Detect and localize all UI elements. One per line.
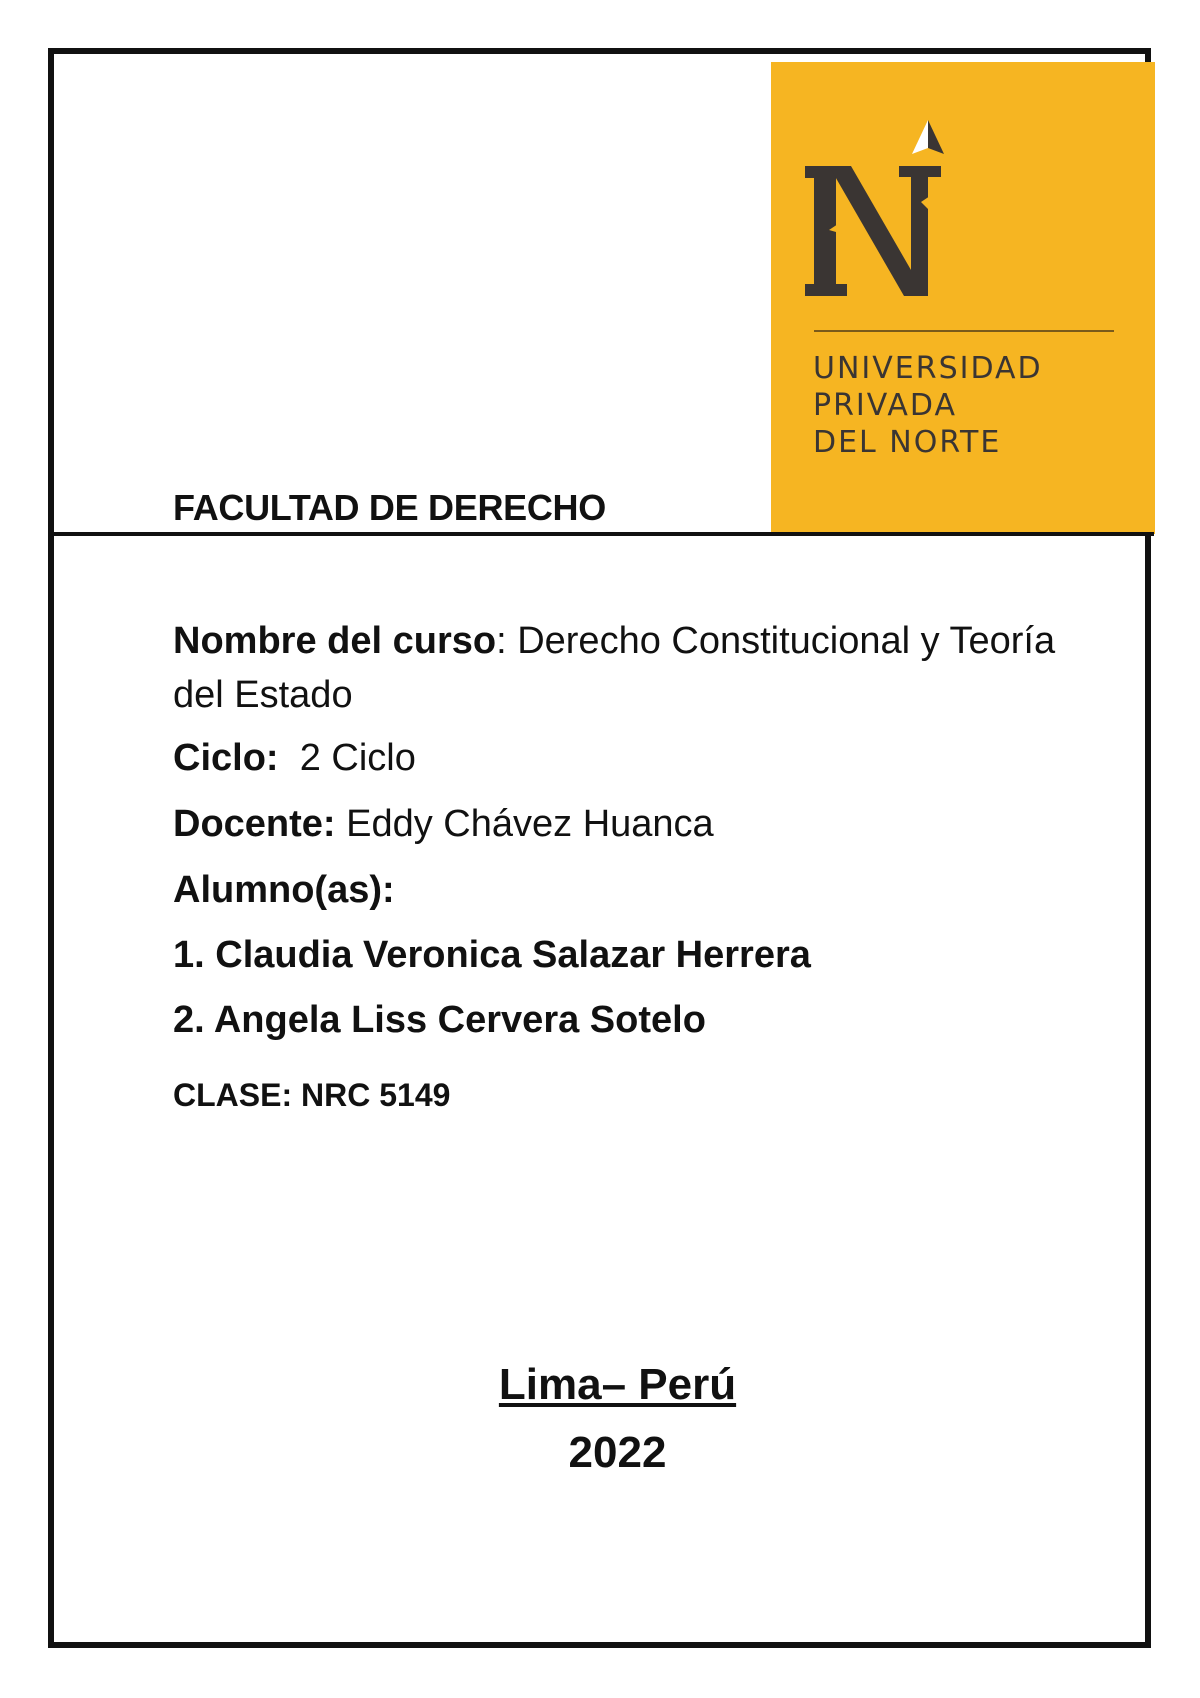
logo-wordmark [813, 350, 1043, 461]
logo-n-mark [771, 62, 1155, 534]
course-name [173, 614, 1093, 722]
cycle-value: 2 Ciclo [299, 737, 416, 779]
university-logo [771, 62, 1155, 534]
logo-line-3: DEL NORTE [813, 425, 1002, 460]
city-line [0, 1360, 1200, 1410]
teacher-label: Docente: [173, 803, 336, 845]
course-label: Nombre del curso [173, 620, 497, 662]
logo-divider [814, 330, 1114, 332]
course-value: Derecho Constitucional y Teoría del Estado [173, 620, 1056, 716]
course-separator: : [496, 620, 518, 662]
faculty-title: FACULTAD DE DERECHO [173, 487, 606, 528]
city-text: Lima– Perú [498, 1360, 737, 1409]
student-1: 1. Claudia Veronica Salazar Herrera [173, 934, 811, 976]
year: 2022 [568, 1428, 667, 1477]
logo-line-1: UNIVERSIDAD [813, 351, 1043, 386]
class-code: CLASE: NRC 5149 [173, 1077, 451, 1113]
cycle-label: Ciclo: [173, 737, 279, 779]
students-label: Alumno(as): [173, 869, 395, 911]
teacher-field [173, 803, 714, 846]
cycle-field [173, 737, 416, 780]
teacher-value: Eddy Chávez Huanca [346, 803, 714, 845]
logo-line-2: PRIVADA [813, 388, 958, 423]
header-divider [50, 532, 1154, 536]
student-2: 2. Angela Liss Cervera Sotelo [173, 999, 706, 1041]
